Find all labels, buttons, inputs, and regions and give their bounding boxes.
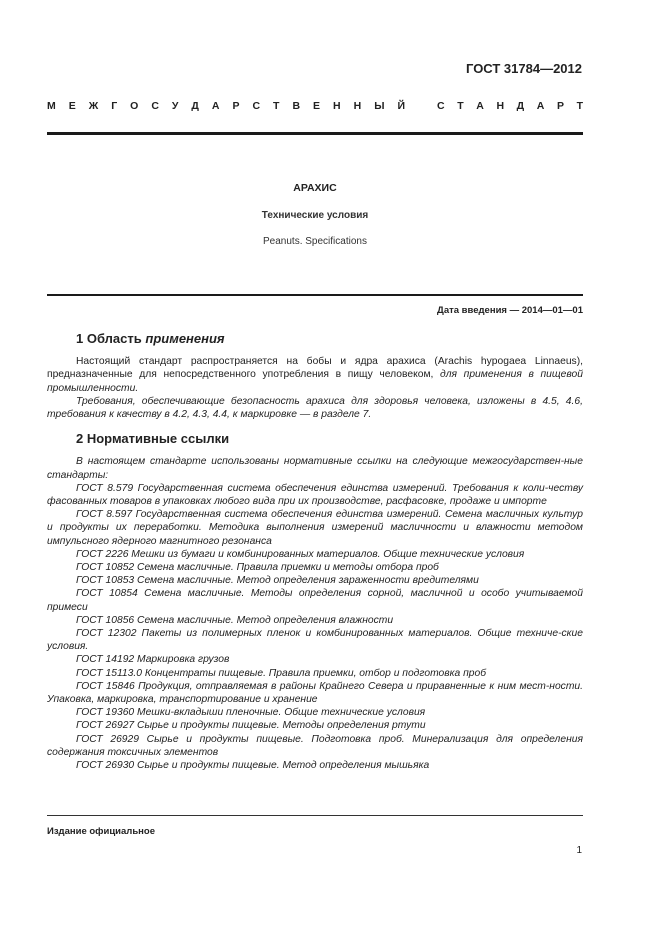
banner-letter: Ы <box>374 100 385 112</box>
section-1-heading-number: 1 Область <box>76 331 142 346</box>
banner-letter: Н <box>333 100 341 112</box>
banner-letter: Р <box>232 100 240 112</box>
banner-letter: Т <box>457 100 464 112</box>
section-2-heading: 2 Нормативные ссылки <box>76 431 230 447</box>
document-body <box>47 332 583 772</box>
normative-reference-item: ГОСТ 2226 Мешки из бумаги и комбинированных материалов. Общие технические условия <box>76 548 525 560</box>
banner-word-standard <box>437 100 583 112</box>
section-1-paragraph-1-text: Настоящий стандарт распространяется на бобы и ядра арахиса (Arachis hypogaea Linnaeus), предназначенные для непосредственного употребления в пищу человеком, <box>47 356 583 381</box>
banner-letter: А <box>536 100 545 112</box>
section-1-paragraph-1-italic: для применения в пищевой промышленности. <box>47 369 583 394</box>
section-1-heading <box>76 332 583 345</box>
banner-letter: Н <box>353 100 362 112</box>
banner-letter: Д <box>191 100 199 112</box>
interstate-standard-banner <box>47 100 583 112</box>
banner-letter: Е <box>313 100 321 112</box>
standard-title: АРАХИС <box>293 182 337 194</box>
banner-letter: О <box>130 100 139 112</box>
section-1-paragraph-2: Требования, обеспечивающие безопасность арахиса для здоровья человека, изложены в 4.5, 4.6, требования к качеству в 4.2, 4.3, 4.4, к маркировке — в разделе 7. <box>47 395 583 421</box>
normative-reference-item: ГОСТ 10856 Семена масличные. Метод определения влажности <box>76 614 394 626</box>
banner-letter: В <box>292 100 301 112</box>
banner-letter: М <box>47 100 56 112</box>
normative-reference-item: В настоящем стандарте использованы нормативные ссылки на следующие межгосударствен-ные стандарты: <box>47 456 583 481</box>
banner-letter: А <box>476 100 484 112</box>
header-rule <box>47 132 583 135</box>
banner-letter: С <box>437 100 445 112</box>
normative-reference-item: ГОСТ 8.579 Государственная система обеспечения единства измерений. Требования к коли-честву фасованных товаров в упаковках любого вида при их производстве, расфасовке, продаже и импорте <box>47 482 583 508</box>
banner-letter: У <box>171 100 179 112</box>
normative-reference-item: ГОСТ 12302 Пакеты из полимерных пленок и комбинированных материалов. Общие техниче-ские условия. <box>47 628 583 653</box>
banner-letter: Е <box>68 100 76 112</box>
standard-subtitle: Технические условия <box>261 210 369 221</box>
page-number: 1 <box>576 845 582 856</box>
normative-reference-item: ГОСТ 19360 Мешки-вкладыши пленочные. Общие технические условия <box>76 707 426 719</box>
normative-reference-item: ГОСТ 15113.0 Концентраты пищевые. Правила приемки, отбор и подготовка проб <box>76 667 486 679</box>
normative-reference-item: ГОСТ 26929 Сырье и продукты пищевые. Подготовка проб. Минерализация для определения содержания токсичных элементов <box>47 733 583 758</box>
title-rule <box>47 294 583 296</box>
banner-letter: Г <box>111 100 118 112</box>
banner-letter: Т <box>576 100 583 112</box>
document-code: ГОСТ 31784—2012 <box>466 61 582 76</box>
normative-reference-item: ГОСТ 10853 Семена масличные. Метод определения зараженности вредителями <box>76 575 479 587</box>
banner-letter: С <box>252 100 261 112</box>
banner-letter: А <box>211 100 220 112</box>
banner-letter: Й <box>397 100 405 112</box>
normative-reference-item: ГОСТ 10854 Семена масличные. Методы определения сорной, масличной и особо учитываемой примеси <box>47 588 583 613</box>
normative-reference-item: ГОСТ 10852 Семена масличные. Правила приемки и методы отбора проб <box>76 562 439 574</box>
banner-letter: Р <box>556 100 564 112</box>
normative-reference-item: ГОСТ 26930 Сырье и продукты пищевые. Метод определения мышьяка <box>76 760 430 772</box>
normative-references-list <box>47 455 583 772</box>
standard-title-english: Peanuts. Specifications <box>263 236 367 247</box>
normative-reference-item: ГОСТ 14192 Маркировка грузов <box>76 654 230 666</box>
normative-reference-item: ГОСТ 15846 Продукция, отправляемая в районы Крайнего Севера и приравненные к ним мест-ности. Упаковка, маркировка, транспортирование и хранение <box>47 680 583 706</box>
section-1-heading-italic: применения <box>145 331 225 346</box>
banner-letter: Ж <box>88 100 99 112</box>
introduction-date: Дата введения — 2014—01—01 <box>437 305 583 316</box>
banner-letter: Д <box>516 100 525 112</box>
banner-letter: Н <box>496 100 505 112</box>
banner-letter: С <box>151 100 159 112</box>
banner-word-interstate <box>47 100 405 112</box>
normative-reference-item: ГОСТ 8.597 Государственная система обеспечения единства измерений. Семена масличных культур и продукты их переработки. Методика выполнения измерений масличности и влажности методом импульсного ядерного магнитного резонанса <box>47 509 583 547</box>
normative-reference-item: ГОСТ 26927 Сырье и продукты пищевые. Методы определения ртути <box>76 720 426 732</box>
official-edition-label: Издание официальное <box>47 826 155 837</box>
section-1-paragraph-1 <box>47 355 583 395</box>
footer-rule <box>47 815 583 816</box>
title-block <box>47 182 583 247</box>
banner-letter: Т <box>273 100 280 112</box>
